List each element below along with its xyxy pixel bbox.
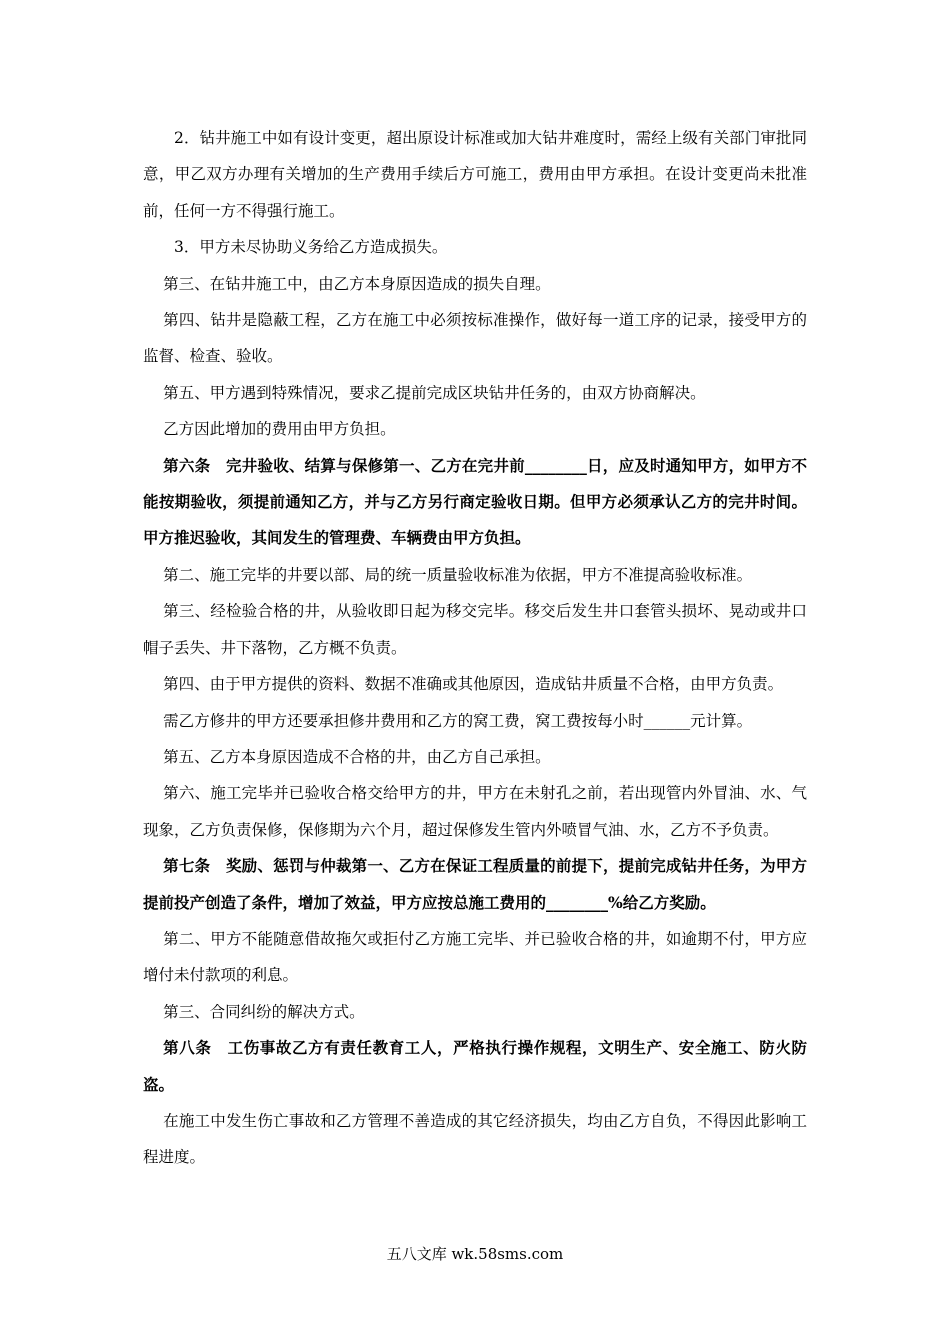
article-8-heading: 第八条 工伤事故乙方有责任教育工人，严格执行操作规程，文明生产、安全施工、防火防盗。 <box>143 1038 807 1094</box>
paragraph-fourth-hidden-works: 第四、钻井是隐蔽工程，乙方在施工中必须按标准操作，做好每一道工序的记录，接受甲方的监督、检查、验收。 <box>143 311 807 366</box>
article-7-heading: 第七条 奖励、惩罚与仲裁第一、乙方在保证工程质量的前提下，提前完成钻井任务，为甲方提前投产创造了条件，增加了效益，甲方应按总施工费用的________%给乙方奖励。 <box>143 856 807 912</box>
paragraph-second-payment: 第二、甲方不能随意借故拖欠或拒付乙方施工完毕、并已验收合格的井，如逾期不付，甲方应增付未付款项的利息。 <box>143 929 807 985</box>
paragraph-third-dispute: 第三、合同纠纷的解决方式。 <box>163 1002 365 1021</box>
paragraph-item-3-assistance: 3．甲方未尽协助义务给乙方造成损失。 <box>174 238 448 257</box>
paragraph-fifth-unqualified: 第五、乙方本身原因造成不合格的井，由乙方自己承担。 <box>163 747 551 766</box>
article-6-heading: 第六条 完井验收、结算与保修第一、乙方在完井前________日，应及时通知甲方，如甲方不能按期验收，须提前通知乙方，并与乙方另行商定验收日期。但甲方必须承认乙方的完井时间。甲方推迟验收，其间发生的管理费、车辆费由甲方负担。 <box>143 455 807 548</box>
document-body <box>143 120 807 1176</box>
page-footer: 五八文库 wk.58sms.com <box>386 1245 564 1263</box>
paragraph-idle-fee: 需乙方修井的甲方还要承担修井费用和乙方的窝工费，窝工费按每小时______元计算。 <box>163 711 753 730</box>
paragraph-accident-loss: 在施工中发生伤亡事故和乙方管理不善造成的其它经济损失，均由乙方自负，不得因此影响工程进度。 <box>143 1111 807 1167</box>
paragraph-extra-cost: 乙方因此增加的费用由甲方负担。 <box>163 420 396 439</box>
paragraph-third-own-loss: 第三、在钻井施工中，由乙方本身原因造成的损失自理。 <box>163 274 551 293</box>
paragraph-third-handover: 第三、经检验合格的井，从验收即日起为移交完毕。移交后发生井口套管头损坏、晃动或井口帽子丢失、井下落物，乙方概不负责。 <box>143 602 807 657</box>
paragraph-second-quality-standard: 第二、施工完毕的井要以部、局的统一质量验收标准为依据，甲方不准提高验收标准。 <box>163 565 753 584</box>
paragraph-item-2-design-change: 2．钻井施工中如有设计变更，超出原设计标准或加大钻井难度时，需经上级有关部门审批同意，甲乙双方办理有关增加的生产费用手续后方可施工，费用由甲方承担。在设计变更尚未批准前，任何一方不得强行施工。 <box>143 129 807 220</box>
paragraph-fifth-special-case: 第五、甲方遇到特殊情况，要求乙提前完成区块钻井任务的，由双方协商解决。 <box>163 383 706 402</box>
paragraph-sixth-warranty: 第六、施工完毕并已验收合格交给甲方的井，甲方在未射孔之前，若出现管内外冒油、水、气现象，乙方负责保修，保修期为六个月，超过保修发生管内外喷冒气油、水，乙方不予负责。 <box>143 784 807 839</box>
paragraph-fourth-data-error: 第四、由于甲方提供的资料、数据不准确或其他原因，造成钻井质量不合格，由甲方负责。 <box>163 675 784 694</box>
